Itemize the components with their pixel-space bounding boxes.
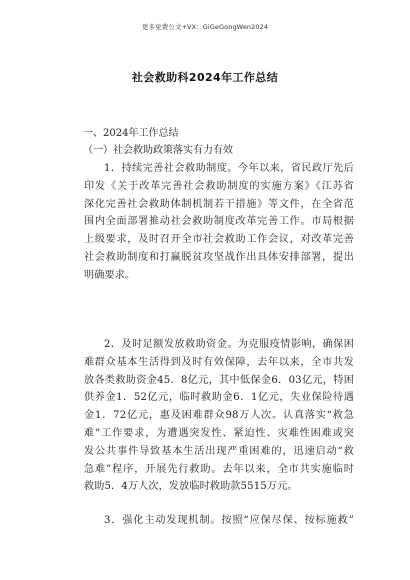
paragraph-line: 供养金1．52亿元，临时救助金6．1亿元，失业保险待遇 <box>84 392 354 404</box>
paragraph-line: 上级要求，及时召开全市社会救助工作会议，对改革完善 <box>84 234 354 246</box>
paragraph-1 <box>84 160 354 285</box>
section-heading: 一、2024年工作总结 <box>83 128 179 139</box>
paragraph-line: 围内全面部署推动社会救助制度改革完善工作。市局根据 <box>84 216 354 228</box>
paragraph-line: 放各类救助资金45．8亿元，其中低保金6．03亿元，特困 <box>84 374 354 386</box>
subsection-heading: （一）社会救助政策落实有力有效 <box>83 145 233 156</box>
paragraph-line: 发公共事件导致基本生活出现严重困难的，迅速启动“救 <box>84 445 354 457</box>
paragraph-line: 难”工作要求，为遭遇突发性、紧迫性、灾难性困难或突 <box>84 427 354 439</box>
paragraph-line: 1．持续完善社会救助制度。今年以来，省民政厅先后 <box>104 163 354 174</box>
paragraph-line: 难群众基本生活得到及时有效保障，去年以来，全市共发 <box>84 356 354 368</box>
paragraph-line: 深化完善社会救助体制机制若干措施》等文件，在全省范 <box>84 198 354 210</box>
header-note: 更多免费公文+VX：GiGeGongWen2024 <box>141 23 269 31</box>
paragraph-2 <box>84 336 354 496</box>
paragraph-line: 救助5．4万人次，发放临时救助款5515万元。 <box>84 481 298 493</box>
paragraph-line: 急难”程序，开展先行救助。去年以来，全市共实施临时 <box>84 463 354 475</box>
paragraph-line: 明确要求。 <box>84 269 136 281</box>
paragraph-line: 金1．72亿元，惠及困难群众98万人次。认真落实“救急 <box>84 410 354 422</box>
paragraph-3 <box>84 512 354 530</box>
paragraph-line: 2．及时足额发放救助资金。为克服疫情影响，确保困 <box>104 339 354 350</box>
paragraph-line: 3．强化主动发现机制。按照“应保尽保、按标施救” <box>104 515 354 526</box>
paragraph-line: 社会救助制度和打赢脱贫攻坚战作出具体安排部署，提出 <box>84 251 354 263</box>
document-title: 社会救助科2024年工作总结 <box>131 71 279 84</box>
paragraph-line: 印发《关于改革完善社会救助制度的实施方案》《江苏省 <box>84 180 354 192</box>
